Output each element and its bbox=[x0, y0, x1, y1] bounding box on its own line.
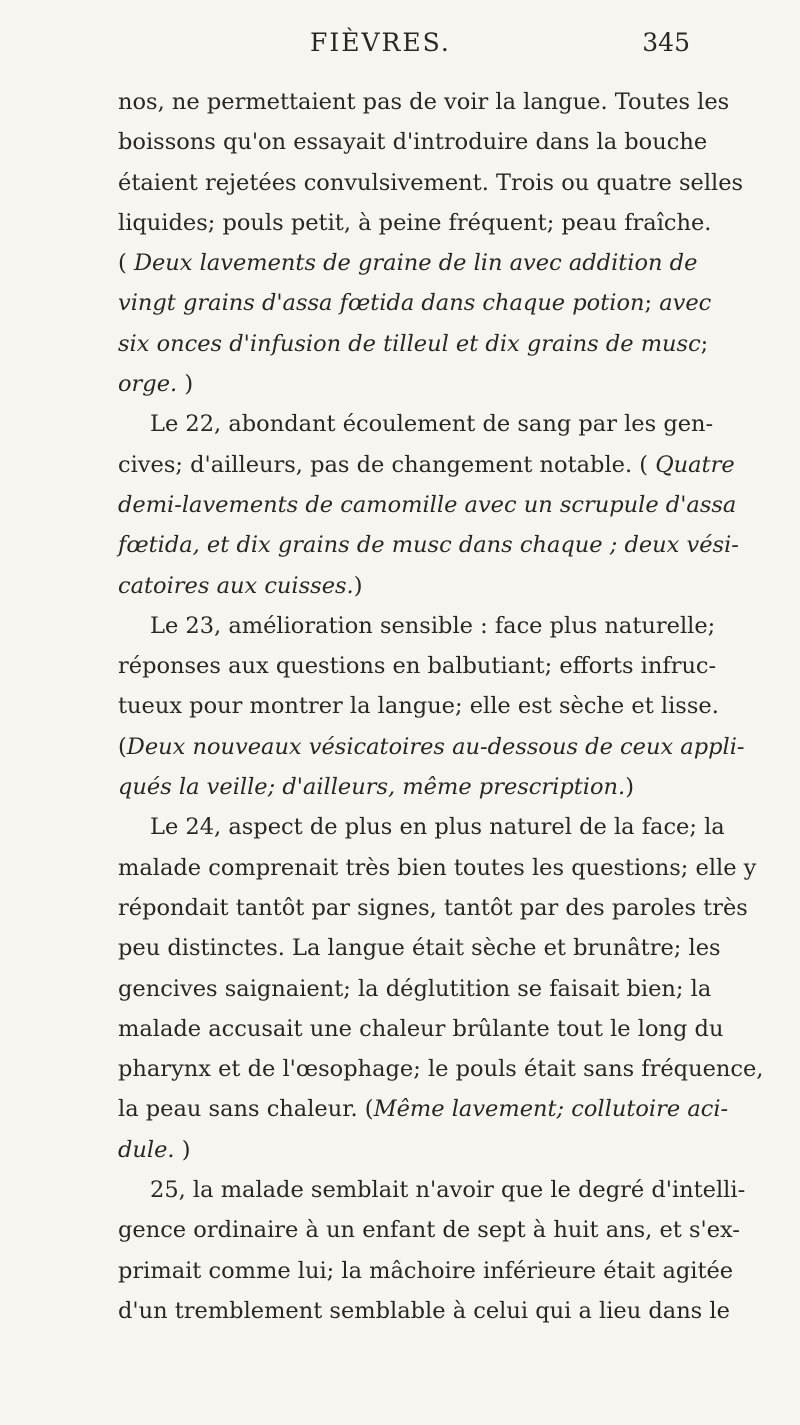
text-line bbox=[118, 82, 730, 122]
text-segment: 25, la malade semblait n'avoir que le degré d'intelli- bbox=[150, 1177, 746, 1204]
text-line bbox=[118, 928, 721, 968]
text-line bbox=[118, 848, 757, 888]
text-line bbox=[118, 1210, 740, 1250]
text-line bbox=[118, 1130, 692, 1170]
text-segment: cives; d'ailleurs, pas de changement notable. ( bbox=[118, 451, 656, 478]
text-segment: liquides; pouls petit, à peine fréquent; peau fraîche. bbox=[118, 209, 712, 236]
text-line bbox=[118, 807, 725, 847]
text-line bbox=[118, 646, 717, 686]
text-segment: réponses aux questions en balbutiant; efforts infruc- bbox=[118, 653, 717, 680]
text-line bbox=[118, 1009, 724, 1049]
text-line bbox=[118, 686, 719, 726]
italic-text: catoires aux cuisses. bbox=[118, 572, 354, 599]
text-segment: ) bbox=[353, 572, 363, 599]
text-line bbox=[118, 243, 698, 283]
text-segment: ) bbox=[625, 774, 634, 801]
text-line bbox=[118, 606, 716, 646]
text-line bbox=[118, 969, 712, 1009]
text-segment: pharynx et de l'œsophage; le pouls était sans fréquence, bbox=[118, 1056, 764, 1083]
text-segment: ( bbox=[118, 250, 134, 277]
text-segment: la peau sans chaleur. ( bbox=[118, 1096, 374, 1123]
text-line bbox=[118, 122, 708, 162]
text-line bbox=[118, 283, 712, 323]
text-segment: Le 22, abondant écoulement de sang par les gen- bbox=[150, 411, 714, 438]
italic-text: Deux lavements de graine de lin avec addition de bbox=[133, 250, 698, 277]
italic-text: dule. bbox=[118, 1136, 175, 1163]
text-segment: primait comme lui; la mâchoire inférieure était agitée bbox=[118, 1257, 734, 1284]
italic-text: Deux nouveaux vésicatoires au-dessous de ceux appli- bbox=[126, 733, 745, 760]
italic-text: fœtida, et dix grains de musc dans chaque ; deux vési- bbox=[118, 532, 739, 559]
text-segment: gencives saignaient; la déglutition se faisait bien; la bbox=[118, 975, 712, 1002]
italic-text: avec bbox=[659, 290, 712, 317]
body-text bbox=[118, 82, 764, 1331]
text-segment: nos, ne permettaient pas de voir la langue. Toutes les bbox=[118, 89, 730, 115]
italic-text: Même lavement; collutoire aci- bbox=[373, 1096, 729, 1123]
text-segment: ) bbox=[177, 371, 194, 398]
text-line bbox=[118, 1251, 734, 1291]
text-line bbox=[118, 1291, 730, 1331]
text-line bbox=[118, 324, 709, 364]
running-title: FIÈVRES. bbox=[310, 28, 451, 57]
text-line bbox=[118, 1049, 764, 1089]
text-segment: d'un tremblement semblable à celui qui a lieu dans le bbox=[118, 1297, 730, 1324]
text-line bbox=[118, 163, 744, 203]
page-header bbox=[110, 28, 690, 72]
text-segment: ; bbox=[644, 290, 660, 317]
text-segment: étaient rejetées convulsivement. Trois ou quatre selles bbox=[118, 169, 744, 196]
italic-text: vingt grains d'assa fœtida dans chaque potion bbox=[118, 290, 645, 317]
text-line bbox=[118, 767, 692, 807]
text-segment: répondait tantôt par signes, tantôt par des paroles très bbox=[118, 894, 748, 921]
text-segment: gence ordinaire à un enfant de sept à huit ans, et s'ex- bbox=[118, 1217, 740, 1244]
italic-text: Quatre bbox=[655, 451, 735, 478]
text-segment: ) bbox=[174, 1136, 191, 1163]
text-segment: ; bbox=[700, 330, 709, 357]
text-line bbox=[118, 566, 692, 606]
text-segment: peu distinctes. La langue était sèche et brunâtre; les bbox=[118, 935, 721, 962]
text-line bbox=[118, 485, 737, 525]
text-segment: Le 23, amélioration sensible : face plus naturelle; bbox=[150, 612, 716, 639]
italic-text: six onces d'infusion de tilleul et dix grains de musc bbox=[118, 330, 701, 357]
text-line bbox=[118, 1089, 729, 1129]
page-number: 345 bbox=[642, 28, 690, 57]
text-segment: tueux pour montrer la langue; elle est sèche et lisse. bbox=[118, 693, 719, 720]
text-line bbox=[118, 525, 739, 565]
text-line bbox=[118, 203, 712, 243]
text-line bbox=[118, 727, 745, 767]
text-segment: malade accusait une chaleur brûlante tout le long du bbox=[118, 1015, 724, 1042]
text-segment: boissons qu'on essayait d'introduire dans la bouche bbox=[118, 129, 708, 156]
italic-text: demi-lavements de camomille avec un scrupule d'assa bbox=[118, 491, 737, 518]
text-line bbox=[118, 888, 748, 928]
text-line bbox=[118, 364, 692, 404]
italic-text: qués la veille; d'ailleurs, même prescription. bbox=[118, 774, 626, 801]
text-line bbox=[118, 1170, 746, 1210]
text-segment: ( bbox=[118, 733, 127, 760]
text-line bbox=[118, 445, 735, 485]
text-line bbox=[118, 404, 714, 444]
text-segment: malade comprenait très bien toutes les questions; elle y bbox=[118, 854, 757, 881]
italic-text: orge. bbox=[118, 371, 178, 398]
text-segment: Le 24, aspect de plus en plus naturel de la face; la bbox=[150, 814, 725, 841]
